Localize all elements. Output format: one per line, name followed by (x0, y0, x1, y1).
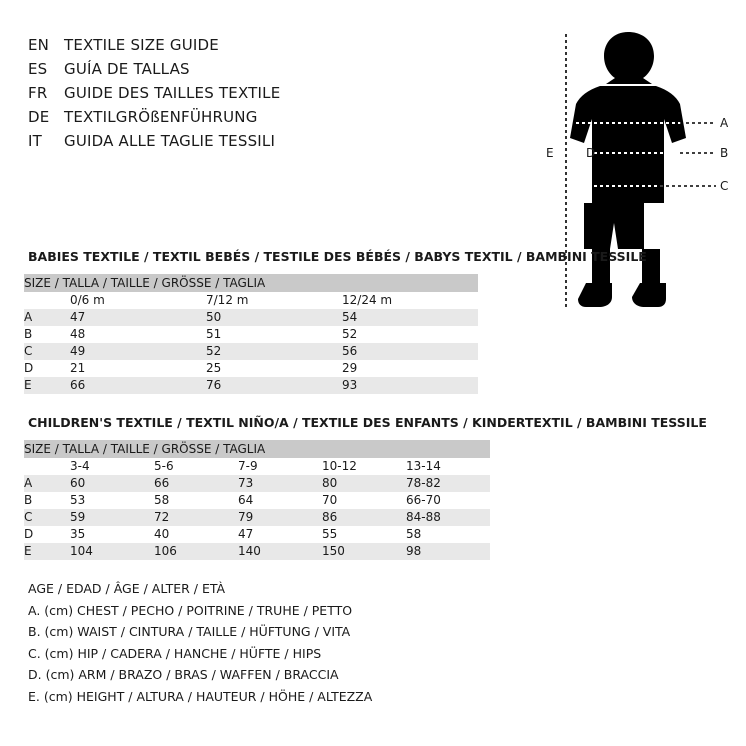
table-row (24, 475, 490, 492)
table-row (24, 343, 478, 360)
table-row (24, 526, 490, 543)
table-row (24, 509, 490, 526)
babies-col-2: 12/24 m (342, 292, 478, 309)
legend-line-a: A. (cm) CHEST / PECHO / POITRINE / TRUHE / PETTO (28, 602, 353, 618)
measurement-figure (520, 26, 736, 316)
children-e-4: 98 (406, 543, 490, 560)
children-c-2: 79 (238, 509, 322, 526)
children-row-key-a: A (24, 475, 70, 492)
children-d-4: 58 (406, 526, 490, 543)
title-row-en (28, 36, 458, 60)
measurement-legend (28, 578, 372, 707)
title-text-it: GUIDA ALLE TAGLIE TESSILI (64, 132, 276, 150)
babies-row-key-e: E (24, 377, 70, 394)
title-lang-en: EN (28, 36, 50, 54)
babies-d-0: 21 (70, 360, 206, 377)
table-row (24, 543, 490, 560)
children-e-2: 140 (238, 543, 322, 560)
title-lang-fr: FR (28, 84, 48, 102)
children-d-0: 35 (70, 526, 154, 543)
legend-line-e: E. (cm) HEIGHT / ALTURA / HAUTEUR / HÖHE / ALTEZZA (28, 688, 373, 704)
children-col-4: 13-14 (406, 458, 490, 475)
title-text-es: GUÍA DE TALLAS (64, 60, 190, 78)
children-a-2: 73 (238, 475, 322, 492)
title-row-es (28, 60, 458, 84)
title-row-de (28, 108, 458, 132)
figure-label-b: B (720, 146, 729, 160)
children-col-0: 3-4 (70, 458, 154, 475)
babies-row-key-d: D (24, 360, 70, 377)
babies-size-header: SIZE / TALLA / TAILLE / GRÖSSE / TAGLIA (24, 274, 478, 292)
babies-col-0: 0/6 m (70, 292, 206, 309)
babies-table-header-row (24, 274, 478, 292)
babies-c-0: 49 (70, 343, 206, 360)
children-a-1: 66 (154, 475, 238, 492)
children-c-1: 72 (154, 509, 238, 526)
children-column-row (24, 458, 490, 475)
children-size-header: SIZE / TALLA / TAILLE / GRÖSSE / TAGLIA (24, 440, 490, 458)
babies-c-2: 56 (342, 343, 478, 360)
children-b-1: 58 (154, 492, 238, 509)
table-row (24, 326, 478, 343)
figure-label-d: D (586, 146, 596, 160)
babies-e-2: 93 (342, 377, 478, 394)
children-e-3: 150 (322, 543, 406, 560)
figure-label-c: C (720, 179, 729, 193)
table-row (24, 360, 478, 377)
babies-b-1: 51 (206, 326, 342, 343)
children-row-key-e: E (24, 543, 70, 560)
babies-col-1: 7/12 m (206, 292, 342, 309)
children-d-2: 47 (238, 526, 322, 543)
children-b-3: 70 (322, 492, 406, 509)
babies-row-key-a: A (24, 309, 70, 326)
title-row-it (28, 132, 458, 156)
babies-size-table (24, 274, 478, 394)
children-a-0: 60 (70, 475, 154, 492)
legend-line-age: AGE / EDAD / ÂGE / ALTER / ETÀ (28, 581, 226, 596)
children-e-1: 106 (154, 543, 238, 560)
children-e-0: 104 (70, 543, 154, 560)
title-lang-es: ES (28, 60, 48, 78)
table-row (24, 309, 478, 326)
children-d-3: 55 (322, 526, 406, 543)
children-d-1: 40 (154, 526, 238, 543)
children-c-4: 84-88 (406, 509, 490, 526)
babies-b-0: 48 (70, 326, 206, 343)
children-row-key-d: D (24, 526, 70, 543)
children-b-0: 53 (70, 492, 154, 509)
children-c-3: 86 (322, 509, 406, 526)
legend-line-c: C. (cm) HIP / CADERA / HANCHE / HÜFTE / HIPS (28, 645, 322, 661)
children-size-table (24, 440, 490, 560)
babies-e-0: 66 (70, 377, 206, 394)
title-lang-de: DE (28, 108, 50, 126)
table-row (24, 492, 490, 509)
title-block (28, 36, 458, 156)
babies-d-2: 29 (342, 360, 478, 377)
children-row-key-c: C (24, 509, 70, 526)
babies-row-key-b: B (24, 326, 70, 343)
babies-d-1: 25 (206, 360, 342, 377)
figure-label-e: E (546, 146, 554, 160)
children-col-3: 10-12 (322, 458, 406, 475)
babies-row-key-c: C (24, 343, 70, 360)
title-text-fr: GUIDE DES TAILLES TEXTILE (64, 84, 281, 102)
babies-a-1: 50 (206, 309, 342, 326)
babies-a-2: 54 (342, 309, 478, 326)
children-col-1: 5-6 (154, 458, 238, 475)
figure-label-a: A (720, 116, 729, 130)
legend-line-d: D. (cm) ARM / BRAZO / BRAS / WAFFEN / BRACCIA (28, 667, 339, 682)
children-b-4: 66-70 (406, 492, 490, 509)
babies-section-heading: BABIES TEXTILE / TEXTIL BEBÉS / TESTILE DES BÉBÉS / BABYS TEXTIL / BAMBINI TESSILE (28, 249, 647, 264)
children-a-4: 78-82 (406, 475, 490, 492)
children-a-3: 80 (322, 475, 406, 492)
children-section-heading: CHILDREN'S TEXTILE / TEXTIL NIÑO/A / TEXTILE DES ENFANTS / KINDERTEXTIL / BAMBINI TESSILE (28, 415, 707, 430)
legend-line-b: B. (cm) WAIST / CINTURA / TAILLE / HÜFTUNG / VITA (28, 624, 351, 639)
children-table-header-row (24, 440, 490, 458)
title-row-fr (28, 84, 458, 108)
children-c-0: 59 (70, 509, 154, 526)
child-silhouette-icon (570, 32, 686, 307)
babies-e-1: 76 (206, 377, 342, 394)
children-col-2: 7-9 (238, 458, 322, 475)
title-text-en: TEXTILE SIZE GUIDE (64, 36, 219, 54)
title-text-de: TEXTILGRÖßENFÜHRUNG (64, 108, 258, 126)
children-b-2: 64 (238, 492, 322, 509)
babies-a-0: 47 (70, 309, 206, 326)
table-row (24, 377, 478, 394)
title-lang-it: IT (28, 132, 42, 150)
babies-b-2: 52 (342, 326, 478, 343)
babies-column-row (24, 292, 478, 309)
babies-c-1: 52 (206, 343, 342, 360)
children-row-key-b: B (24, 492, 70, 509)
